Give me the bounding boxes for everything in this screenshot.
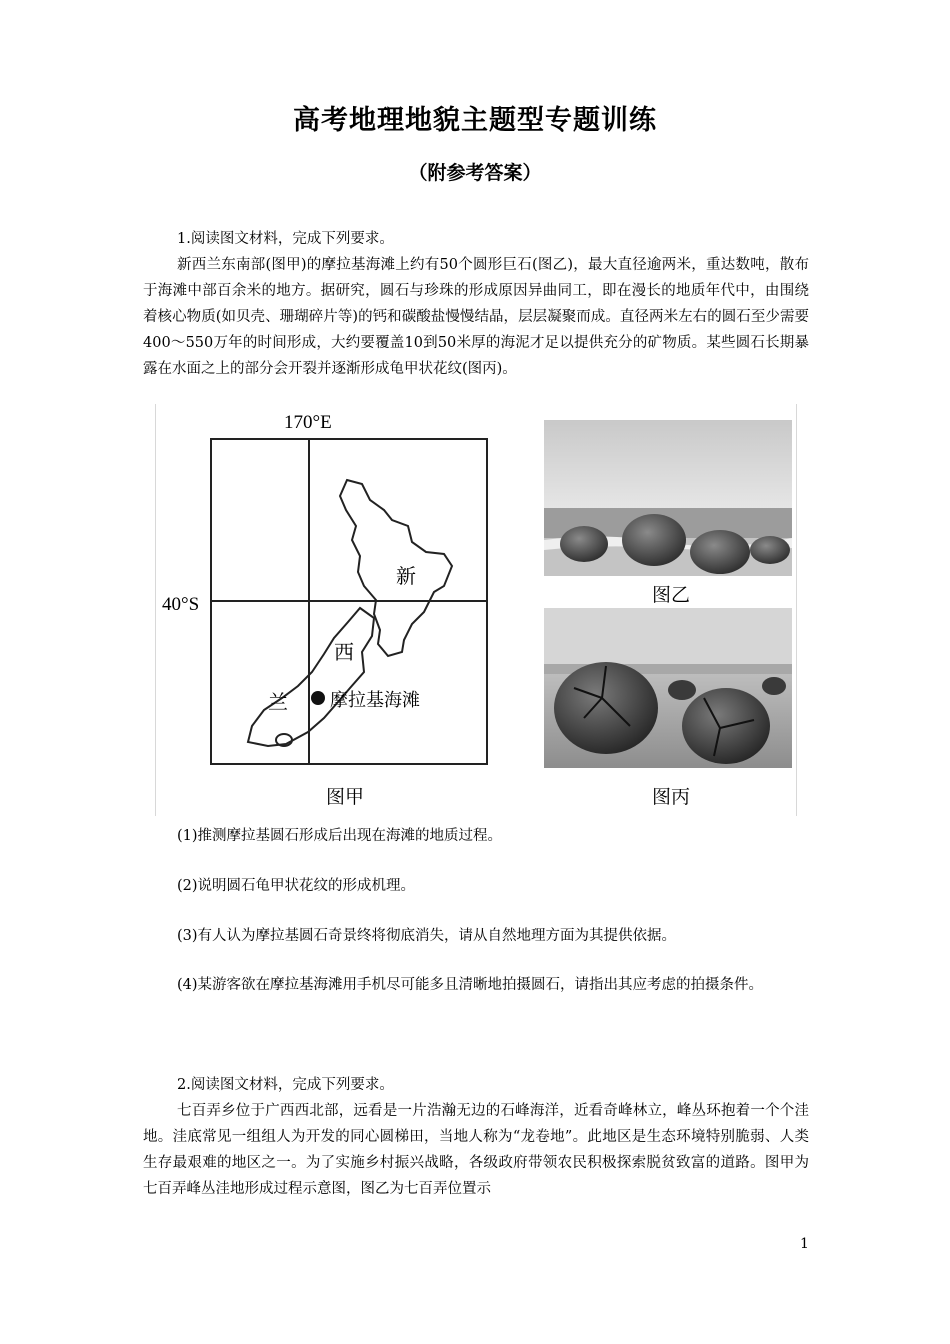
document-subtitle: （附参考答案） (408, 162, 542, 184)
q2-heading: 2.阅读图文材料，完成下列要求。 (177, 1077, 394, 1093)
moeraki-beach-label: 摩拉基海滩 (330, 690, 420, 711)
q1-heading: 1.阅读图文材料，完成下列要求。 (177, 231, 394, 247)
caption-map: 图甲 (326, 786, 365, 808)
q1-sub4: (4)某游客欲在摩拉基海滩用手机尽可能多且清晰地拍摄圆石，请指出其应考虑的拍摄条件。 (177, 977, 764, 993)
q1-figure (155, 404, 797, 816)
q2-paragraph: 七百弄乡位于广西西北部，远看是一片浩瀚无边的石峰海洋，近看奇峰林立，峰丛环抱着一个个洼地。洼底常见一组组人为开发的同心圆梯田，当地人称为“龙卷地”。此地区是生态环境特别脆弱、人类生存最艰难的地区之一。为了实施乡村振兴战略，各级政府带领农民积极探索脱贫致富的道路。图甲为七百弄峰丛洼地形成过程示意图，图乙为七百弄位置示 (143, 1103, 809, 1197)
latitude-label: 40°S (162, 594, 200, 615)
cracked-boulders-photo (544, 608, 792, 768)
map-char-xi: 西 (334, 640, 354, 664)
longitude-label: 170°E (284, 412, 332, 433)
coastline-outline (212, 440, 486, 763)
boulders-photo (544, 420, 792, 576)
caption-c: 图丙 (652, 786, 691, 808)
new-zealand-map (210, 438, 488, 765)
q1-sub2: (2)说明圆石龟甲状花纹的形成机理。 (177, 878, 416, 894)
q1-paragraph: 新西兰东南部(图甲)的摩拉基海滩上约有50个圆形巨石(图乙)，最大直径逾两米，重达数吨，散布于海滩中部百余米的地方。据研究，圆石与珍珠的形成原因异曲同工，即在漫长的地质年代中，由围绕着核心物质(如贝壳、珊瑚碎片等)的钙和碳酸盐慢慢结晶，层层凝聚而成。直径两米左右的圆石至少需要400～550万年的时间形成，大约要覆盖10到50米厚的海泥才足以提供充分的矿物质。某些圆石长期暴露在水面之上的部分会开裂并逐渐形成龟甲状花纹(图丙)。 (143, 257, 809, 377)
page-number: 1 (800, 1236, 809, 1252)
map-char-lan: 兰 (268, 690, 288, 714)
map-char-xin: 新 (396, 564, 416, 588)
q1-sub1: (1)推测摩拉基圆石形成后出现在海滩的地质过程。 (177, 828, 503, 844)
cracked-boulders-photo-art (544, 608, 792, 768)
q1-sub3: (3)有人认为摩拉基圆石奇景终将彻底消失，请从自然地理方面为其提供依据。 (177, 928, 677, 944)
caption-b: 图乙 (652, 584, 691, 606)
boulders-photo-art (544, 420, 792, 576)
document-title: 高考地理地貌主题型专题训练 (293, 105, 657, 136)
